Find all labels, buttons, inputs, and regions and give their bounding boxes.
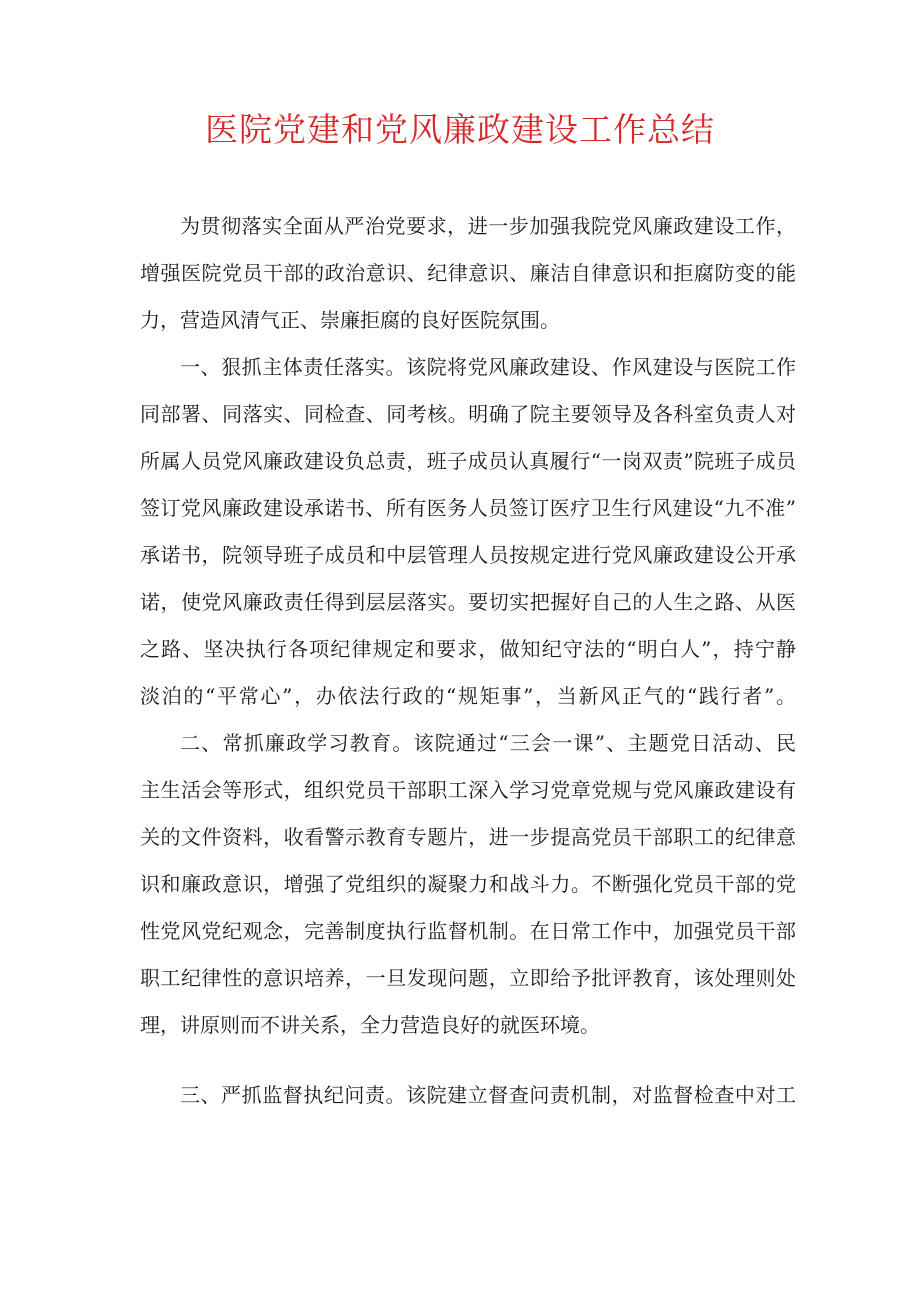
paragraph-2-line-3: 所属人员党风廉政建设负总责，班子成员认真履行“一岗双责”院班子成员 — [140, 449, 796, 473]
paragraph-2-line-8: 淡泊的“平常心”，办依法行政的“规矩事”，当新风正气的“践行者”。 — [140, 684, 796, 708]
paragraph-2-line-1: 一、狠抓主体责任落实。该院将党风廉政建设、作风建设与医院工作 — [180, 355, 796, 379]
paragraph-2-line-4: 签订党风廉政建设承诺书、所有医务人员签订医疗卫生行风建设“九不准” — [140, 496, 796, 520]
paragraph-3-line-7: 理，讲原则而不讲关系，全力营造良好的就医环境。 — [140, 1013, 600, 1037]
paragraph-2-line-6: 诺，使党风廉政责任得到层层落实。要切实把握好自己的人生之路、从医 — [140, 590, 796, 614]
paragraph-3-line-1: 二、常抓廉政学习教育。该院通过“三会一课”、主题党日活动、民 — [180, 731, 796, 755]
paragraph-4-line-1: 三、严抓监督执纪问责。该院建立督查问责机制，对监督检查中对工 — [180, 1083, 796, 1107]
paragraph-1-line-1: 为贯彻落实全面从严治党要求，进一步加强我院党风廉政建设工作， — [180, 214, 796, 238]
paragraph-3-line-4: 识和廉政意识，增强了党组织的凝聚力和战斗力。不断强化党员干部的党 — [140, 872, 796, 896]
paragraph-2-line-7: 之路、坚决执行各项纪律规定和要求，做知纪守法的“明白人”，持宁静 — [140, 637, 796, 661]
paragraph-1-line-3: 力，营造风清气正、崇廉拒腐的良好医院氛围。 — [140, 308, 560, 332]
paragraph-3-line-3: 关的文件资料，收看警示教育专题片，进一步提高党员干部职工的纪律意 — [140, 825, 796, 849]
paragraph-1-line-2: 增强医院党员干部的政治意识、纪律意识、廉洁自律意识和拒腐防变的能 — [140, 261, 796, 285]
paragraph-3-line-6: 职工纪律性的意识培养，一旦发现问题，立即给予批评教育，该处理则处 — [140, 966, 796, 990]
paragraph-3-line-5: 性党风党纪观念，完善制度执行监督机制。在日常工作中，加强党员干部 — [140, 919, 796, 943]
document-title: 医院党建和党风廉政建设工作总结 — [205, 110, 715, 149]
paragraph-2-line-2: 同部署、同落实、同检查、同考核。明确了院主要领导及各科室负责人对 — [140, 402, 796, 426]
paragraph-3-line-2: 主生活会等形式，组织党员干部职工深入学习党章党规与党风廉政建设有 — [140, 778, 796, 802]
paragraph-2-line-5: 承诺书，院领导班子成员和中层管理人员按规定进行党风廉政建设公开承 — [140, 543, 796, 567]
